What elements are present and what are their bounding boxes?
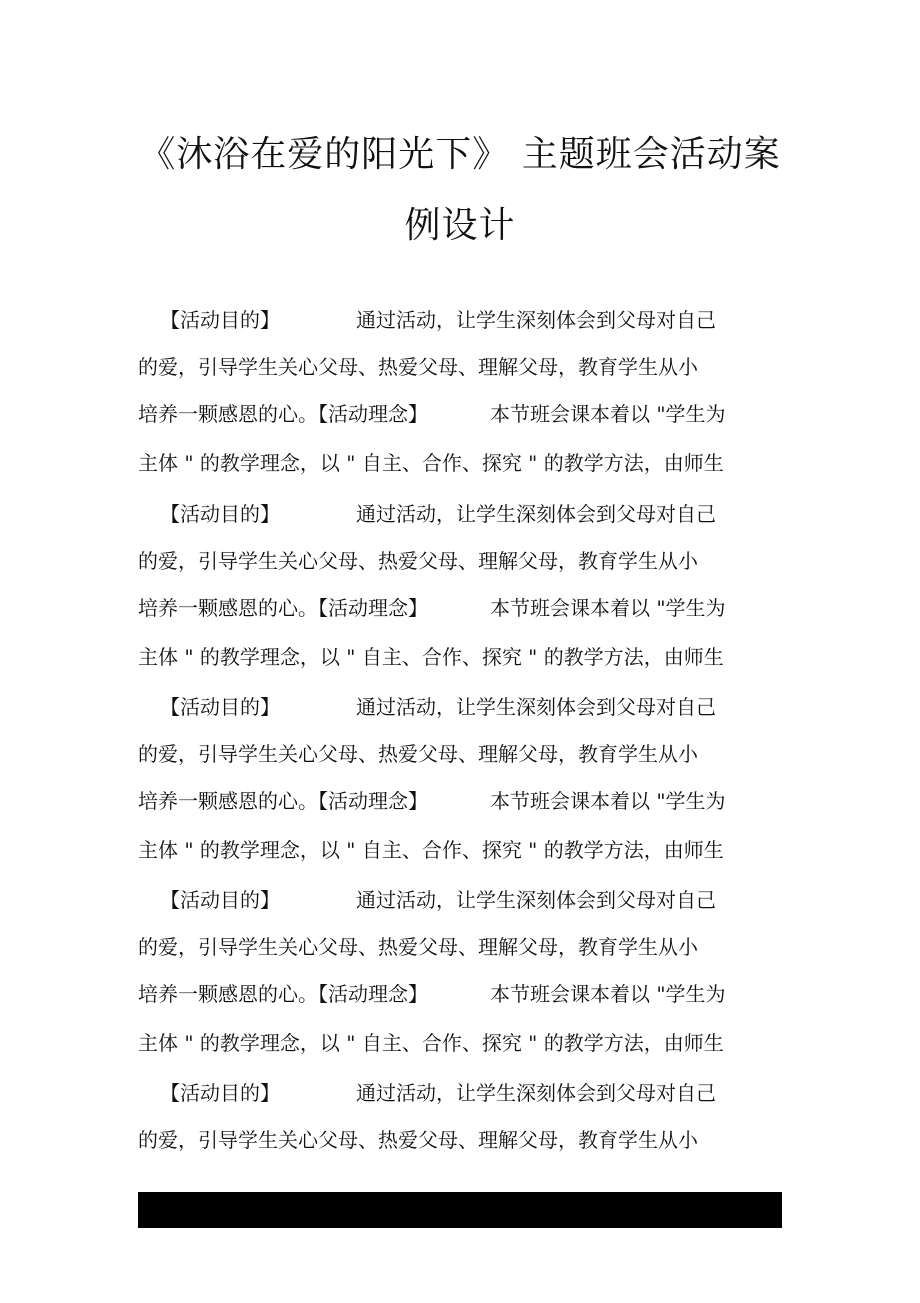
- paragraph-line: 主体 " 的教学理念，以 " 自主、合作、探究 " 的教学方法，由师生: [138, 451, 724, 475]
- paragraph-line: 的爱，引导学生关心父母、热爱父母、理解父母，教育学生从小: [138, 742, 698, 766]
- paragraph-line: 的爱，引导学生关心父母、热爱父母、理解父母，教育学生从小: [138, 1128, 698, 1152]
- paragraph-line: 【活动目的】 通过活动，让学生深刻体会到父母对自己: [160, 695, 716, 719]
- section-label-purpose: 【活动目的】: [160, 1081, 280, 1105]
- paragraph-line: 培养一颗感恩的心。【活动理念】 本节班会课本着以 "学生为: [138, 596, 726, 620]
- redaction-bar: [138, 1192, 782, 1228]
- paragraph-line: 【活动目的】 通过活动，让学生深刻体会到父母对自己: [160, 502, 716, 526]
- section-label-purpose: 【活动目的】: [160, 308, 280, 332]
- paragraph-line: 主体 " 的教学理念，以 " 自主、合作、探究 " 的教学方法，由师生: [138, 645, 724, 669]
- paragraph-line: 培养一颗感恩的心。【活动理念】 本节班会课本着以 "学生为: [138, 982, 726, 1006]
- paragraph-line: 培养一颗感恩的心。【活动理念】 本节班会课本着以 "学生为: [138, 789, 726, 813]
- paragraph-line: 的爱，引导学生关心父母、热爱父母、理解父母，教育学生从小: [138, 935, 698, 959]
- paragraph-line: 【活动目的】 通过活动，让学生深刻体会到父母对自己: [160, 888, 716, 912]
- paragraph-line: 的爱，引导学生关心父母、热爱父母、理解父母，教育学生从小: [138, 355, 698, 379]
- paragraph-line: 的爱，引导学生关心父母、热爱父母、理解父母，教育学生从小: [138, 549, 698, 573]
- paragraph-line: 培养一颗感恩的心。【活动理念】 本节班会课本着以 "学生为: [138, 402, 726, 426]
- section-label-purpose: 【活动目的】: [160, 502, 280, 526]
- paragraph-line: 主体 " 的教学理念，以 " 自主、合作、探究 " 的教学方法，由师生: [138, 1031, 724, 1055]
- document-title-line-2: 例设计: [404, 205, 516, 246]
- paragraph-line: 主体 " 的教学理念，以 " 自主、合作、探究 " 的教学方法，由师生: [138, 838, 724, 862]
- paragraph-line: 【活动目的】 通过活动，让学生深刻体会到父母对自己: [160, 308, 716, 332]
- document-title-line-1: 《沐浴在爱的阳光下》 主题班会活动案: [139, 134, 781, 175]
- section-label-purpose: 【活动目的】: [160, 888, 280, 912]
- paragraph-line: 【活动目的】 通过活动，让学生深刻体会到父母对自己: [160, 1081, 716, 1105]
- section-label-purpose: 【活动目的】: [160, 695, 280, 719]
